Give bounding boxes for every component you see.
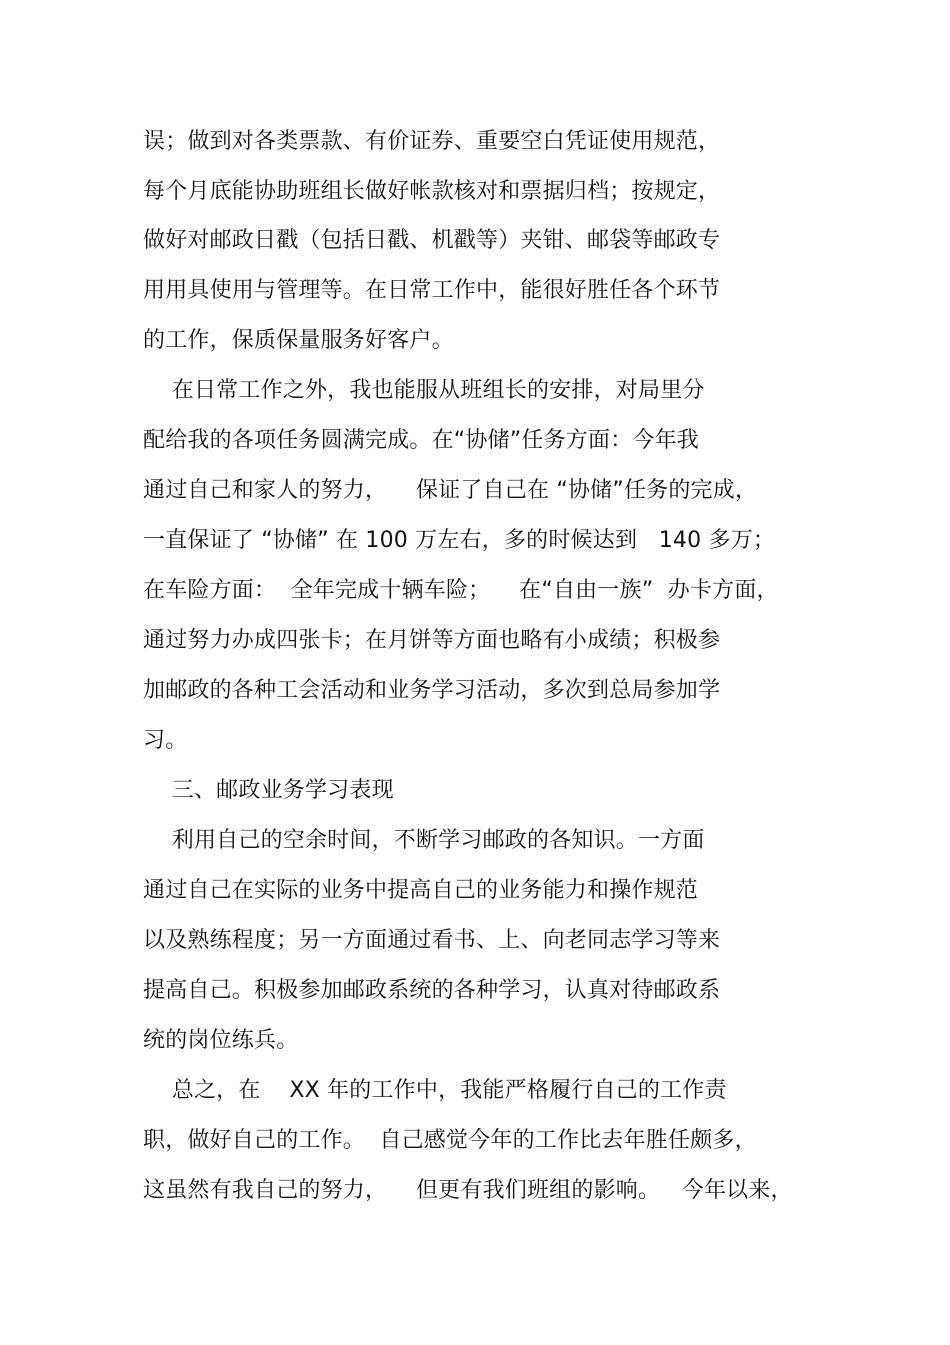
section-heading: 三、邮政业务学习表现 bbox=[143, 778, 394, 803]
text-line-12: 加邮政的各种工会活动和业务学习活动，多次到总局参加学 bbox=[143, 678, 721, 703]
text-line-10: 在车险方面： 全年完成十辆车险； 在“自由一族” 办卡方面， bbox=[143, 578, 779, 603]
text-line-6: 在日常工作之外，我也能服从班组长的安排，对局里分 bbox=[143, 378, 705, 403]
text-line-7: 配给我的各项任务圆满完成。在“协储”任务方面：今年我 bbox=[143, 428, 699, 453]
text-line-20: 总之，在 XX 年的工作中，我能严格履行自己的工作责 bbox=[143, 1078, 727, 1103]
text-line-19: 统的岗位练兵。 bbox=[143, 1028, 299, 1053]
text-line-3: 做好对邮政日戳（包括日戳、机戳等）夹钳、邮袋等邮政专 bbox=[143, 228, 721, 253]
text-line-18: 提高自己。积极参加邮政系统的各种学习，认真对待邮政系 bbox=[143, 978, 721, 1003]
text-line-5: 的工作，保质保量服务好客户。 bbox=[143, 328, 454, 353]
text-line-8: 通过自己和家人的努力， 保证了自己在 “协储”任务的完成， bbox=[143, 478, 758, 503]
text-line-1: 误；做到对各类票款、有价证券、重要空白凭证使用规范， bbox=[143, 129, 721, 154]
text-line-11: 通过努力办成四张卡；在月饼等方面也略有小成绩；积极参 bbox=[143, 628, 721, 653]
text-line-22: 这虽然有我自己的努力， 但更有我们班组的影响。 今年以来， bbox=[143, 1178, 793, 1203]
text-line-2: 每个月底能协助班组长做好帐款核对和票据归档；按规定， bbox=[143, 179, 721, 204]
text-line-21: 职，做好自己的工作。 自己感觉今年的工作比去年胜任颇多， bbox=[143, 1128, 757, 1153]
text-line-17: 以及熟练程度；另一方面通过看书、上、向老同志学习等来 bbox=[143, 928, 721, 953]
text-line-13: 习。 bbox=[143, 728, 188, 753]
text-line-4: 用用具使用与管理等。在日常工作中，能很好胜任各个环节 bbox=[143, 278, 721, 303]
text-line-9: 一直保证了 “协储” 在 100 万左右，多的时候达到 140 多万； bbox=[143, 528, 776, 553]
text-line-15: 利用自己的空余时间，不断学习邮政的各知识。一方面 bbox=[143, 828, 705, 853]
text-line-16: 通过自己在实际的业务中提高自己的业务能力和操作规范 bbox=[143, 878, 699, 903]
